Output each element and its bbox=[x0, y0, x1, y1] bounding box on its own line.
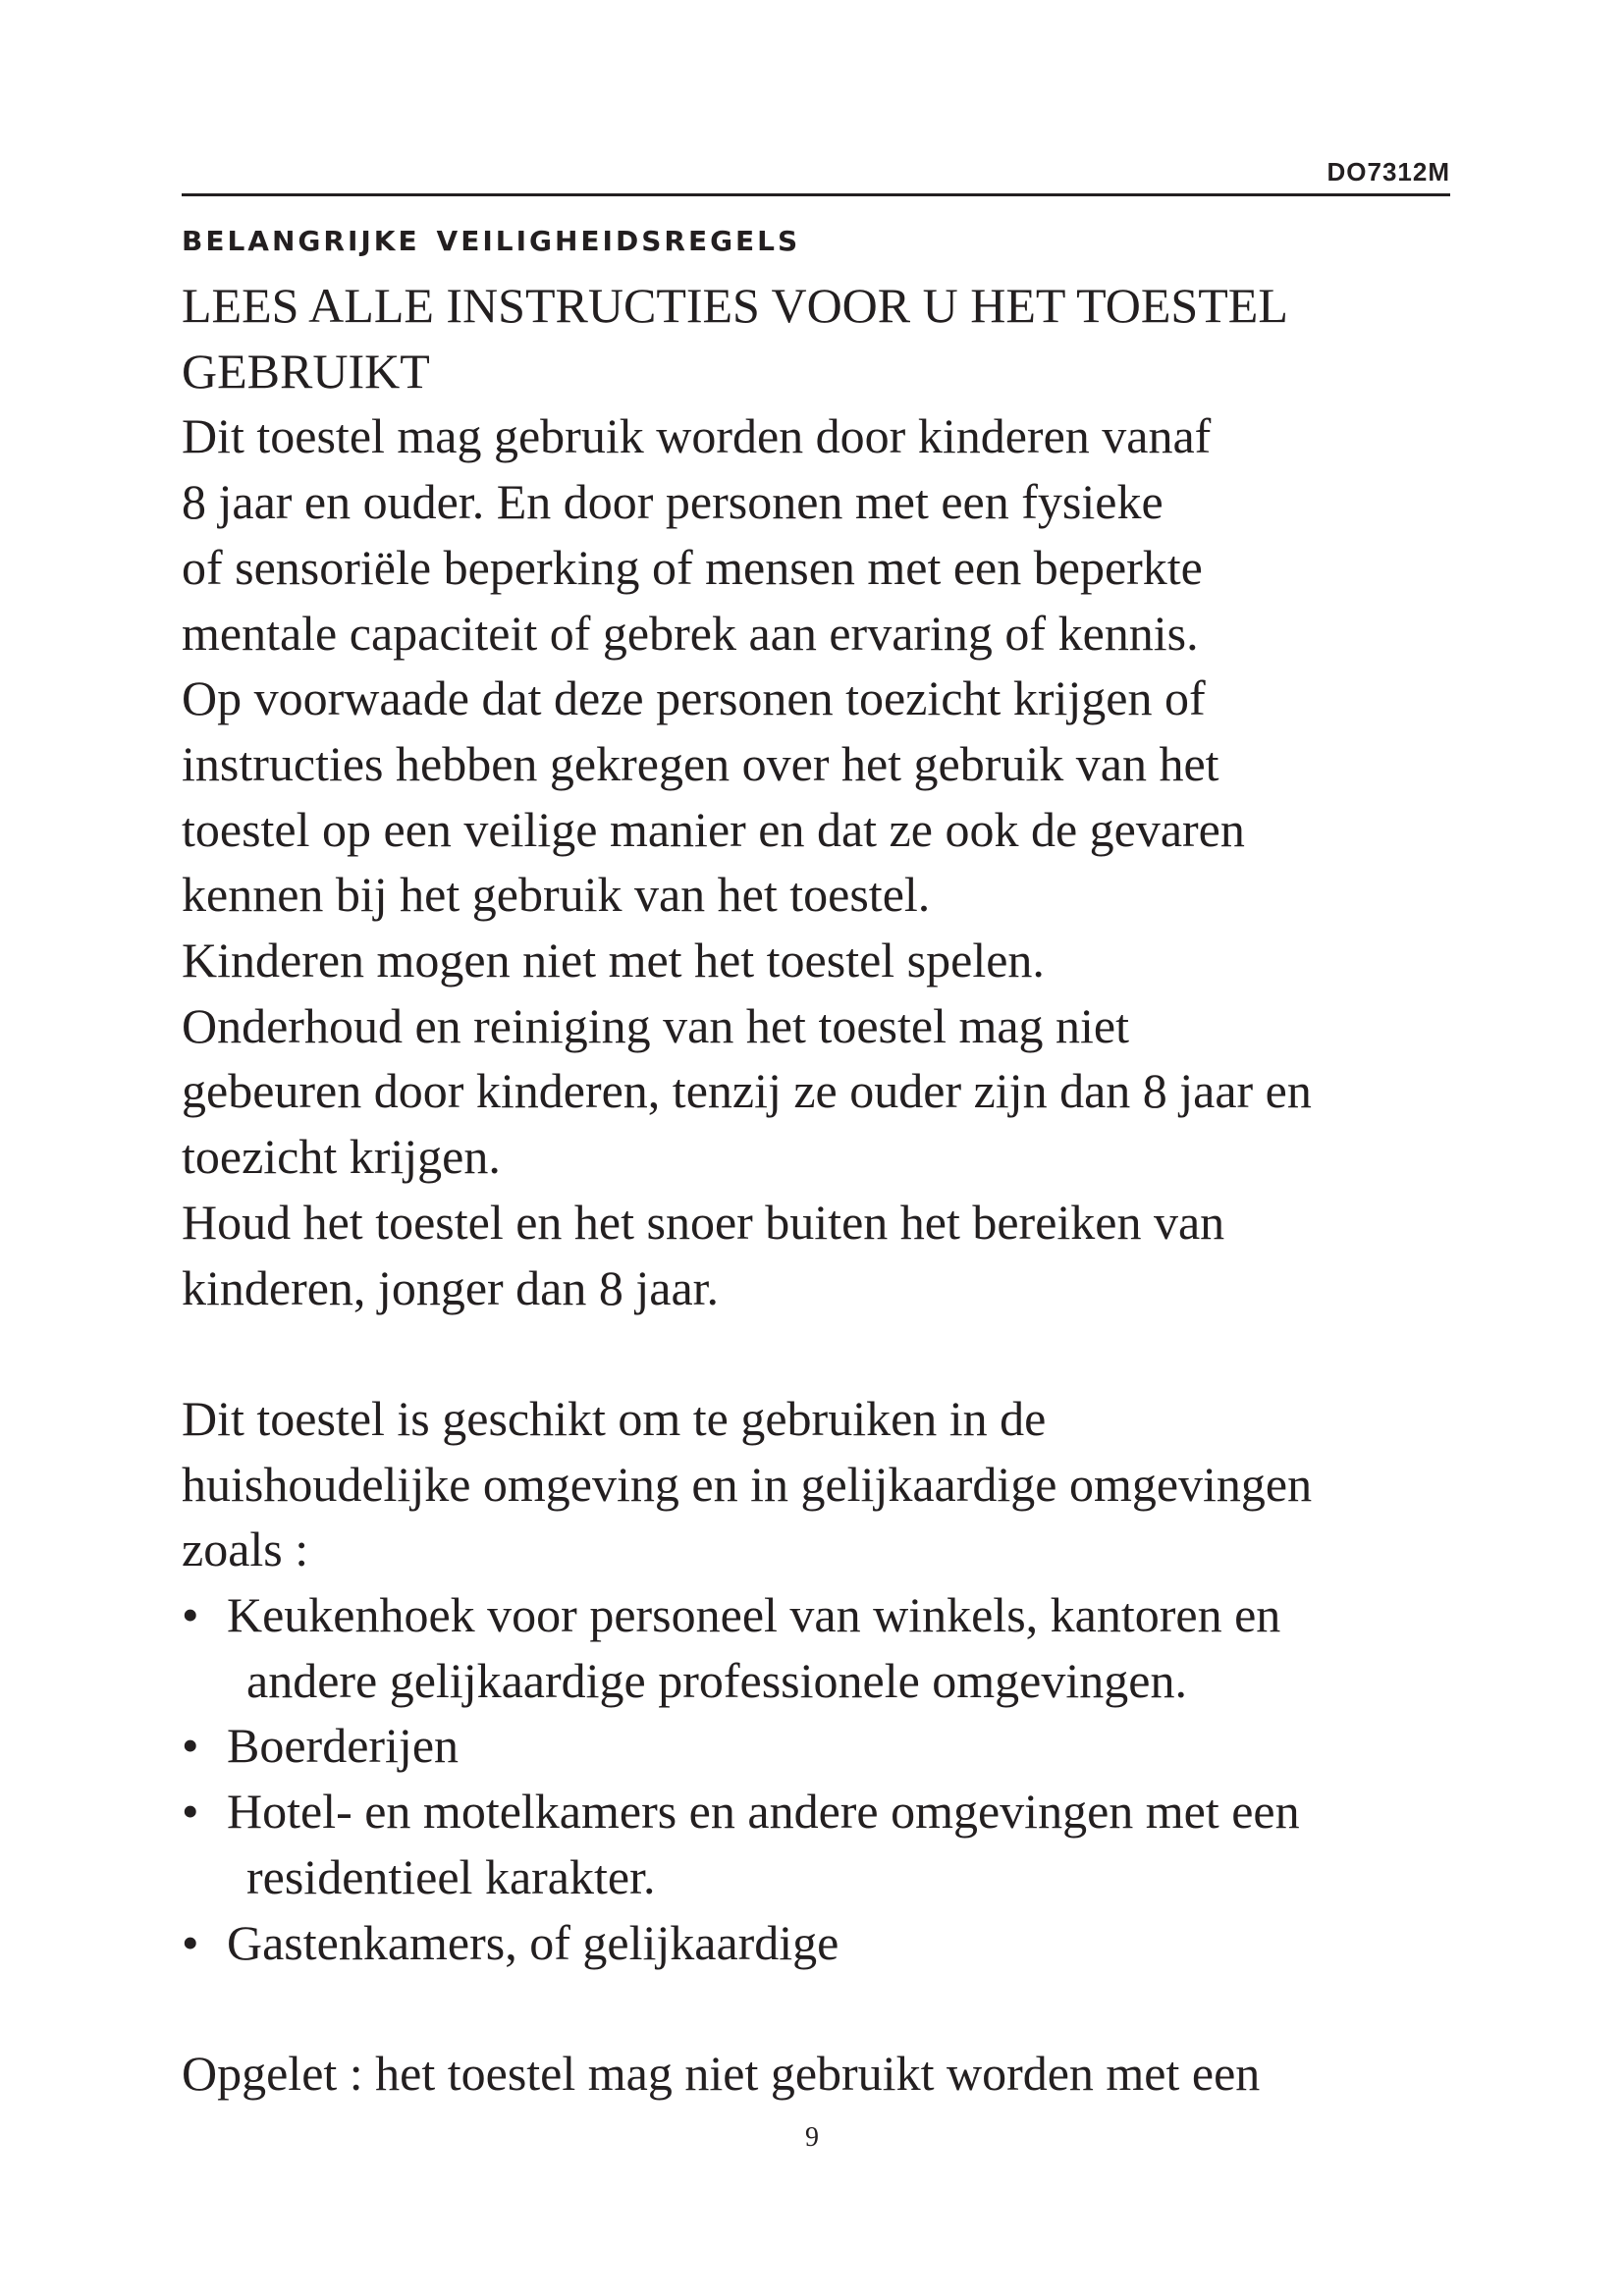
text-line: Houd het toestel en het snoer buiten het bereiken van bbox=[182, 1194, 1225, 1250]
text-line: of sensoriële beperking of mensen met een beperkte bbox=[182, 539, 1203, 595]
text-line: huishoudelijke omgeving en in gelijkaardige omgevingen bbox=[182, 1456, 1313, 1512]
text-line: Dit toestel mag gebruik worden door kinderen vanaf bbox=[182, 408, 1212, 464]
list-item bbox=[182, 1779, 1458, 1844]
text-line: toezicht krijgen. bbox=[182, 1129, 501, 1185]
page-number: 9 bbox=[805, 2122, 819, 2153]
text-line: gebeuren door kinderen, tenzij ze ouder zijn dan 8 jaar en bbox=[182, 1063, 1312, 1119]
usage-section bbox=[182, 1386, 1458, 1975]
text-line: Kinderen mogen niet met het toestel spelen. bbox=[182, 933, 1045, 988]
intro-section bbox=[182, 273, 1458, 1320]
text-line: LEES ALLE INSTRUCTIES VOOR U HET TOESTEL bbox=[182, 278, 1288, 333]
page-title: belangrijke veiligheidsregels bbox=[182, 215, 801, 260]
list-item-text: Boerderijen bbox=[227, 1718, 460, 1774]
text-line: Dit toestel is geschikt om te gebruiken in de bbox=[182, 1390, 1047, 1446]
list-item-text: Hotel- en motelkamers en andere omgevingen met een bbox=[227, 1784, 1300, 1840]
document-body bbox=[182, 273, 1458, 2107]
model-number: DO7312M bbox=[1326, 157, 1450, 187]
text-line: zoals : bbox=[182, 1522, 309, 1577]
warning-text: Opgelet : het toestel mag niet gebruikt worden met een bbox=[182, 2045, 1261, 2101]
text-line: 8 jaar en ouder. En door personen met een fysieke bbox=[182, 474, 1164, 530]
paragraph-spacer bbox=[182, 1975, 1458, 2041]
bullet-icon: • bbox=[182, 1718, 199, 1774]
bullet-list bbox=[182, 1582, 1458, 1975]
text-line: mentale capaciteit of gebrek aan ervaring of kennis. bbox=[182, 605, 1199, 661]
list-item bbox=[182, 1713, 1458, 1779]
text-line: kennen bij het gebruik van het toestel. bbox=[182, 867, 931, 923]
header-rule bbox=[182, 193, 1450, 196]
text-line: Op voorwaade dat deze personen toezicht krijgen of bbox=[182, 670, 1206, 726]
list-item bbox=[182, 1910, 1458, 1976]
list-item-text: Gastenkamers, of gelijkaardige bbox=[227, 1914, 839, 1970]
paragraph-spacer bbox=[182, 1320, 1458, 1386]
bullet-icon: • bbox=[182, 1784, 199, 1840]
text-line: toestel op een veilige manier en dat ze ook de gevaren bbox=[182, 801, 1245, 857]
bullet-icon: • bbox=[182, 1914, 199, 1970]
list-item-text: Keukenhoek voor personeel van winkels, kantoren en bbox=[227, 1587, 1281, 1643]
list-item bbox=[182, 1582, 1458, 1648]
text-line: kinderen, jonger dan 8 jaar. bbox=[182, 1259, 720, 1315]
text-line: instructies hebben gekregen over het gebruik van het bbox=[182, 735, 1219, 791]
list-item-continuation: residentieel karakter. bbox=[246, 1848, 656, 1904]
text-line: Onderhoud en reiniging van het toestel mag niet bbox=[182, 997, 1130, 1053]
text-line: GEBRUIKT bbox=[182, 343, 430, 399]
list-item-continuation: andere gelijkaardige professionele omgevingen. bbox=[246, 1652, 1187, 1708]
bullet-icon: • bbox=[182, 1587, 199, 1643]
